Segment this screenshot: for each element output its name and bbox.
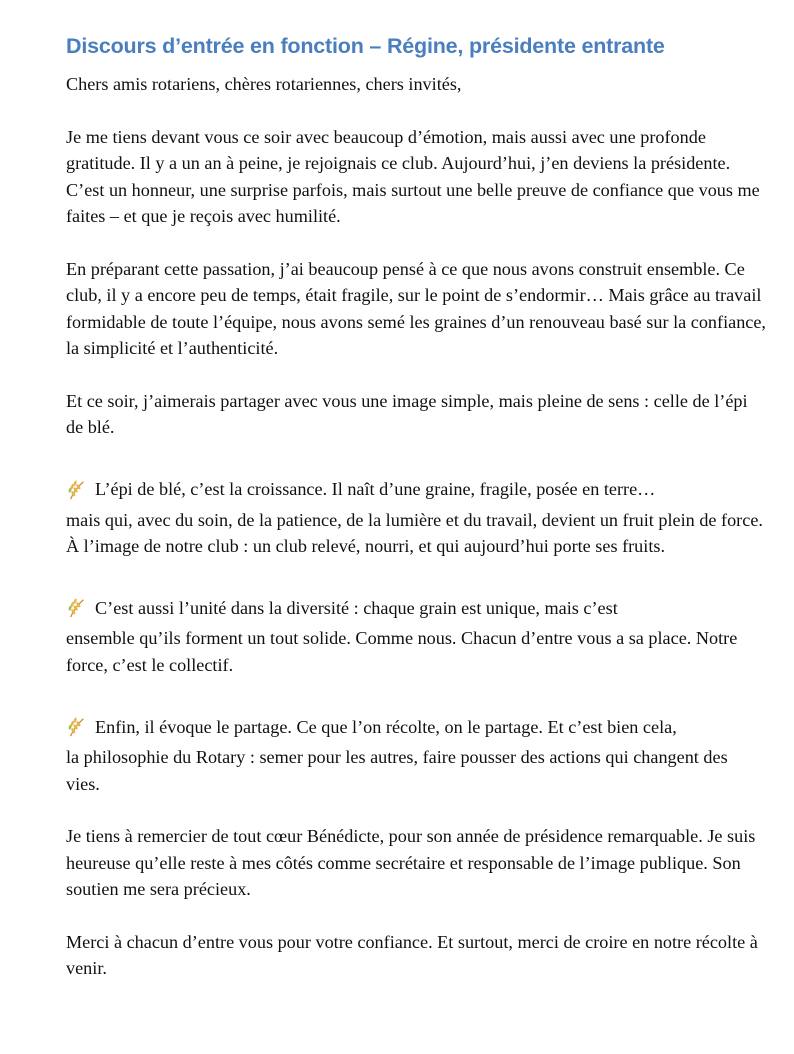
paragraph-gap xyxy=(66,797,766,823)
paragraph-gap xyxy=(66,678,766,710)
wheat-item-unity xyxy=(66,591,766,625)
wheat-item-text: ensemble qu’ils forment un tout solide. Comme nous. Chacun d’entre vous a sa place. Notre force, c’est le collectif. xyxy=(66,628,738,675)
wheat-sheaf-icon xyxy=(66,597,88,619)
closing-paragraph: Merci à chacun d’entre vous pour votre confiance. Et surtout, merci de croire en notre récolte à venir. xyxy=(66,932,758,979)
wheat-item-first-line: L’épi de blé, c’est la croissance. Il naît d’une graine, fragile, posée en terre… xyxy=(95,479,656,500)
greeting-paragraph: Chers amis rotariens, chères rotariennes, chers invités, xyxy=(66,74,462,94)
wheat-item-first-line: C’est aussi l’unité dans la diversité : chaque grain est unique, mais c’est xyxy=(95,598,618,619)
paragraph-gap xyxy=(66,559,766,591)
wheat-item-growth xyxy=(66,473,766,507)
wheat-sheaf-icon xyxy=(66,479,88,501)
wheat-item-sharing xyxy=(66,710,766,744)
paragraph-gap xyxy=(66,229,766,255)
paragraph-gap xyxy=(66,903,766,929)
intro-paragraph: Je me tiens devant vous ce soir avec beaucoup d’émotion, mais aussi avec une profonde gratitude. Il y a un an à peine, je rejoignais ce club. Aujourd’hui, j’en deviens la présidente. C’est un honneur, une surprise parfois, mais surtout une belle preuve de confiance que vous me faites – et que je reçois avec humilité. xyxy=(66,126,760,227)
document-title: Discours d’entrée en fonction – Régine, présidente entrante xyxy=(66,34,665,58)
paragraph-gap xyxy=(66,361,766,387)
wheat-item-text: mais qui, avec du soin, de la patience, de la lumière et du travail, devient un fruit plein de force. À l’image de notre club : un club relevé, nourri, et qui aujourd’hui porte ses fruits. xyxy=(66,509,763,557)
document-page xyxy=(66,30,766,982)
wheat-item-text: la philosophie du Rotary : semer pour les autres, faire pousser des actions qui changent des vies. xyxy=(66,747,728,794)
wheat-item-first-line: Enfin, il évoque le partage. Ce que l’on récolte, on le partage. Et c’est bien cela, xyxy=(95,717,677,738)
paragraph-gap xyxy=(66,441,766,473)
paragraph-gap xyxy=(66,97,766,123)
passation-paragraph: En préparant cette passation, j’ai beaucoup pensé à ce que nous avons construit ensemble. Ce club, il y a encore peu de temps, était fragile, sur le point de s’endormir… Mais grâce au travail formidable de toute l’équipe, nous avons semé les graines d’un renouveau basé sur la confiance, la simplicité et l’authenticité. xyxy=(66,258,766,359)
wheat-sheaf-icon xyxy=(66,716,88,738)
thanks-paragraph: Je tiens à remercier de tout cœur Bénédicte, pour son année de présidence remarquable. Je suis heureuse qu’elle reste à mes côtés comme secrétaire et responsable de l’image publique. Son soutien me sera précieux. xyxy=(66,826,756,900)
image-paragraph: Et ce soir, j’aimerais partager avec vous une image simple, mais pleine de sens : celle de l’épi de blé. xyxy=(66,390,748,438)
